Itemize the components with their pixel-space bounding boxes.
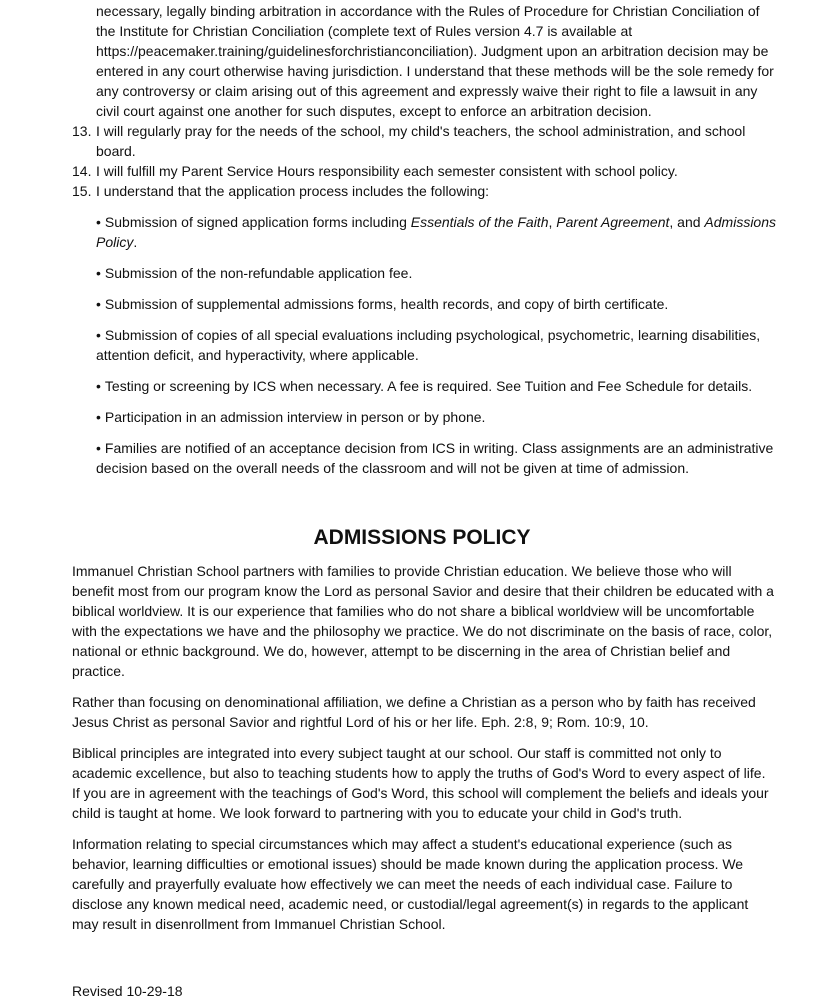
admissions-policy-heading: ADMISSIONS POLICY xyxy=(313,526,531,549)
document-title-admissions-policy: Admissions Policy xyxy=(96,214,777,250)
bullet-marker: • xyxy=(96,409,101,425)
separator: , xyxy=(548,214,557,230)
list-item-15 xyxy=(72,181,776,201)
document-title-parent-agreement: Parent Agreement xyxy=(556,214,670,230)
document-title-essentials: Essentials of the Faith xyxy=(410,214,549,230)
policy-paragraph: Immanuel Christian School partners with families to provide Christian education. We believe those who will benefit most from our program know the Lord as personal Savior and desire that their children be educated with a biblical worldview. It is our experience that families who do not share a biblical worldview will be uncomfortable with the expectations we have and the philosophy we practice. We do not discriminate on the basis of race, color, national or ethnic background. We do, however, attempt to be discerning in the area of Christian belief and practice. xyxy=(72,563,774,679)
bullet-marker: • xyxy=(96,296,101,312)
bullet-text: Submission of supplemental admissions forms, health records, and copy of birth certificate. xyxy=(104,296,669,312)
list-item-13 xyxy=(72,121,776,161)
bullet-marker: • xyxy=(96,440,101,456)
bullet-item xyxy=(96,212,776,252)
list-item-text: I understand that the application process includes the following: xyxy=(96,183,490,199)
period: . xyxy=(133,234,138,250)
bullet-item xyxy=(96,376,776,396)
item-12-continuation: necessary, legally binding arbitration in accordance with the Rules of Procedure for Christian Conciliation of the Institute for Christian Conciliation (complete text of Rules version 4.7 is available at https://peacemaker.training/guidelinesforchristianconciliation). Judgment upon an arbitration decision may be entered in any court otherwise having jurisdiction. I understand that these methods will be the sole remedy for any controversy or claim arising out of this agreement and expressly waive their right to file a lawsuit in any civil court against one another for such disputes, except to enforce an arbitration decision. xyxy=(96,3,774,119)
bullet-text: Participation in an admission interview in person or by phone. xyxy=(104,409,486,425)
list-item-14 xyxy=(72,161,776,181)
admissions-policy-body xyxy=(72,561,776,945)
list-item-number: 14. xyxy=(72,163,92,179)
bullet-item xyxy=(96,294,776,314)
application-process-bullets xyxy=(96,212,776,489)
policy-paragraph: Biblical principles are integrated into every subject taught at our school. Our staff is committed not only to academic excellence, but also to teaching students how to apply the truths of God's Word to every aspect of life. If you are in agreement with the teachings of God's Word, this school will complement the beliefs and ideals your child is taught at home. We look forward to partnering with you to educate your child in God's truth. xyxy=(72,745,769,821)
bullet-item xyxy=(96,438,776,478)
bullet-marker: • xyxy=(96,214,101,230)
bullet-marker: • xyxy=(96,265,101,281)
bullet-marker: • xyxy=(96,327,101,343)
agreement-list xyxy=(72,121,776,201)
revision-date: Revised 10-29-18 xyxy=(72,983,183,999)
list-item-number: 15. xyxy=(72,183,92,199)
policy-paragraph: Rather than focusing on denominational affiliation, we define a Christian as a person who by faith has received Jesus Christ as personal Savior and rightful Lord of his or her life. Eph. 2:8, 9; Rom. 10:9, 10. xyxy=(72,694,756,730)
policy-paragraph: Information relating to special circumstances which may affect a student's educational experience (such as behavior, learning difficulties or emotional issues) should be made known during the application process. We carefully and prayerfully evaluate how effectively we can meet the needs of each individual case. Failure to disclose any known medical need, academic need, or custodial/legal agreement(s) in regards to the applicant may result in disenrollment from Immanuel Christian School. xyxy=(72,836,749,932)
bullet-text: Submission of the non-refundable application fee. xyxy=(104,265,413,281)
list-item-text: I will regularly pray for the needs of the school, my child's teachers, the school administration, and school board. xyxy=(96,123,746,159)
bullet-item xyxy=(96,263,776,283)
list-item-text: I will fulfill my Parent Service Hours responsibility each semester consistent with school policy. xyxy=(96,163,678,179)
bullet-text: Testing or screening by ICS when necessary. A fee is required. See Tuition and Fee Schedule for details. xyxy=(104,378,753,394)
bullet-text: Submission of copies of all special evaluations including psychological, psychometric, learning disabilities, attention deficit, and hyperactivity, where applicable. xyxy=(96,327,761,363)
bullet-item xyxy=(96,325,776,365)
list-item-number: 13. xyxy=(72,123,92,139)
bullet-text: Families are notified of an acceptance decision from ICS in writing. Class assignments are an administrative decision based on the overall needs of the classroom and will not be given at time of admission. xyxy=(96,440,774,476)
bullet-item xyxy=(96,407,776,427)
bullet-marker: • xyxy=(96,378,101,394)
separator: , and xyxy=(669,214,705,230)
bullet-text: Submission of signed application forms including xyxy=(104,214,411,230)
